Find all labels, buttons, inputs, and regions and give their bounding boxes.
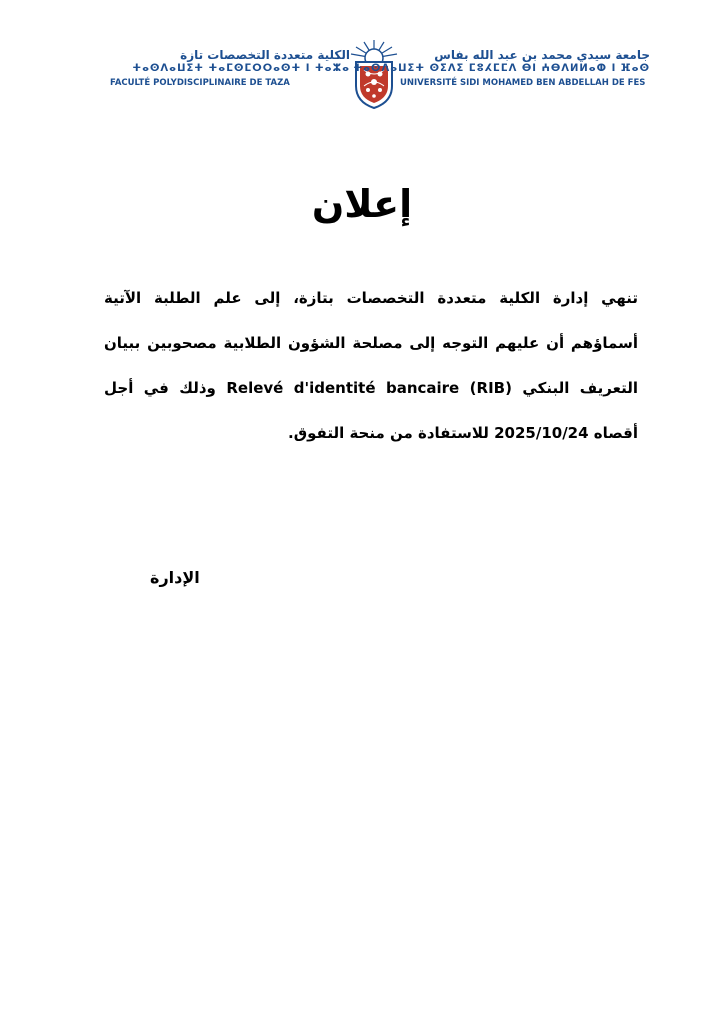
university-name-arabic: جامعة سيدي محمد بن عبد الله بفاس xyxy=(434,48,650,62)
faculty-name-french: FACULTÉ POLYDISCIPLINAIRE DE TAZA xyxy=(110,78,290,88)
faculty-name-tifinagh: ⵜⴰⵙⴷⴰⵡⵉⵜ ⵜⴰⵎⵙⵎⵔⵔⴰⵙⵜ ⵏ ⵜⴰⵣⴰ xyxy=(132,63,350,74)
university-name-tifinagh: ⵜⴰⵙⴷⴰⵡⵉⵜ ⵙⵉⴷⵉ ⵎⵓⵃⵎⵎⴷ ⴱⵏ ⵄⴱⴷⵍⵍⴰⵀ ⵏ ⴼⴰⵙ xyxy=(353,63,650,74)
notice-title: إعلان xyxy=(311,182,413,226)
university-block xyxy=(353,48,650,90)
notice-body: تنهي إدارة الكلية متعددة التخصصات بتازة، إلى علم الطلبة الآتية أسماؤهم أن عليهم التوجه إلى مصلحة الشؤون الطلابية مصحوبين ببيان التعريف البنكي Relevé d'identité bancaire (RIB) وذلك في أجل أقصاه 2025/10/24 للاستفادة من منحة التفوق. xyxy=(104,289,638,442)
notice-signature: الإدارة xyxy=(150,568,200,587)
letterhead xyxy=(100,38,650,110)
faculty-name-arabic: الكلية متعددة التخصصات تازة xyxy=(180,48,350,62)
university-name-french: UNIVERSITÉ SIDI MOHAMED BEN ABDELLAH DE FES xyxy=(400,78,646,88)
faculty-block xyxy=(110,48,350,90)
